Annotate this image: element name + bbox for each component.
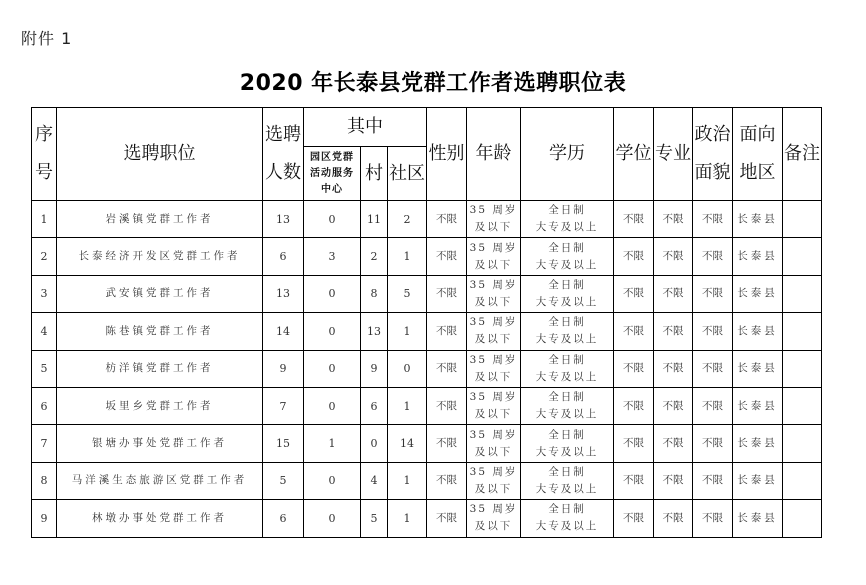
cell-remarks [783,462,822,499]
cell-position: 武安镇党群工作者 [57,275,263,312]
header-region [733,108,783,201]
cell-gender: 不限 [427,462,467,499]
header-political-line1: 政治 [694,124,731,145]
cell-education [521,275,614,312]
table-row [32,275,822,312]
header-region-line2: 地区 [739,162,776,183]
cell-village: 9 [361,350,388,387]
cell-community: 14 [388,425,427,462]
cell-position: 坂里乡党群工作者 [57,387,263,424]
cell-remarks [783,313,822,350]
cell-community: 1 [388,238,427,275]
cell-village: 6 [361,387,388,424]
cell-region: 长泰县 [733,387,783,424]
cell-remarks [783,238,822,275]
cell-age [467,238,521,275]
cell-region: 长泰县 [733,275,783,312]
cell-remarks [783,201,822,238]
cell-major: 不限 [654,462,693,499]
cell-gender: 不限 [427,350,467,387]
cell-park: 0 [304,387,361,424]
cell-age-line2: 及以下 [474,258,513,271]
cell-park: 0 [304,275,361,312]
cell-education-line1: 全日制 [548,353,586,366]
cell-education [521,238,614,275]
header-count-line1: 选聘 [265,124,301,145]
cell-seq: 3 [32,275,57,312]
cell-community: 1 [388,313,427,350]
table-row [32,238,822,275]
header-seq-line1: 序 [35,124,53,145]
cell-position: 银塘办事处党群工作者 [57,425,263,462]
cell-park: 0 [304,201,361,238]
cell-age-line1: 35 周岁 [469,241,518,254]
header-major: 专业 [654,108,693,201]
cell-education-line2: 大专及以上 [535,408,599,421]
cell-education-line1: 全日制 [548,391,586,404]
cell-village: 5 [361,500,388,537]
cell-education-line1: 全日制 [548,204,586,217]
header-seq [32,108,57,201]
cell-count: 5 [263,462,304,499]
header-park-line1: 园区党群 [310,151,354,163]
cell-count: 13 [263,275,304,312]
cell-age-line2: 及以下 [474,221,513,234]
cell-age [467,350,521,387]
cell-age-line1: 35 周岁 [469,428,518,441]
header-park-line2: 活动服务 [310,167,354,179]
cell-gender: 不限 [427,500,467,537]
cell-degree: 不限 [614,313,654,350]
cell-remarks [783,350,822,387]
cell-age [467,387,521,424]
cell-major: 不限 [654,387,693,424]
cell-count: 15 [263,425,304,462]
cell-political: 不限 [693,500,733,537]
header-of-which: 其中 [304,108,427,147]
cell-remarks [783,500,822,537]
cell-political: 不限 [693,387,733,424]
cell-major: 不限 [654,350,693,387]
cell-gender: 不限 [427,275,467,312]
cell-age [467,500,521,537]
cell-education [521,500,614,537]
header-seq-line2: 号 [35,162,53,183]
cell-seq: 2 [32,238,57,275]
cell-education [521,462,614,499]
cell-education-line2: 大专及以上 [535,482,599,495]
cell-gender: 不限 [427,238,467,275]
cell-gender: 不限 [427,313,467,350]
cell-position: 陈巷镇党群工作者 [57,313,263,350]
cell-age [467,313,521,350]
cell-seq: 9 [32,500,57,537]
cell-village: 8 [361,275,388,312]
cell-village: 0 [361,425,388,462]
cell-age-line1: 35 周岁 [469,503,518,516]
cell-degree: 不限 [614,462,654,499]
cell-village: 2 [361,238,388,275]
header-region-line1: 面向 [739,124,776,145]
cell-community: 1 [388,387,427,424]
header-count [263,108,304,201]
cell-education-line1: 全日制 [548,465,586,478]
cell-degree: 不限 [614,275,654,312]
cell-education [521,425,614,462]
cell-village: 4 [361,462,388,499]
table-body [32,201,822,538]
cell-gender: 不限 [427,425,467,462]
cell-seq: 4 [32,313,57,350]
cell-age-line2: 及以下 [474,295,513,308]
header-political-line2: 面貌 [694,162,731,183]
cell-community: 1 [388,462,427,499]
cell-degree: 不限 [614,238,654,275]
cell-political: 不限 [693,238,733,275]
cell-seq: 6 [32,387,57,424]
cell-count: 6 [263,238,304,275]
cell-park: 3 [304,238,361,275]
cell-village: 13 [361,313,388,350]
cell-park: 0 [304,350,361,387]
cell-remarks [783,387,822,424]
cell-region: 长泰县 [733,238,783,275]
header-community: 社区 [388,147,427,201]
cell-education-line2: 大专及以上 [535,258,599,271]
header-education: 学历 [521,108,614,201]
table-header [32,108,822,201]
cell-seq: 8 [32,462,57,499]
cell-count: 7 [263,387,304,424]
header-degree: 学位 [614,108,654,201]
cell-education-line1: 全日制 [548,503,586,516]
cell-position: 岩溪镇党群工作者 [57,201,263,238]
cell-political: 不限 [693,201,733,238]
cell-age-line1: 35 周岁 [469,204,518,217]
cell-age [467,462,521,499]
cell-village: 11 [361,201,388,238]
cell-age-line2: 及以下 [474,520,513,533]
cell-age-line2: 及以下 [474,370,513,383]
cell-park: 0 [304,462,361,499]
table-row [32,387,822,424]
cell-age [467,201,521,238]
cell-political: 不限 [693,275,733,312]
cell-remarks [783,275,822,312]
cell-education-line1: 全日制 [548,428,586,441]
cell-major: 不限 [654,500,693,537]
cell-education-line1: 全日制 [548,241,586,254]
cell-park: 0 [304,500,361,537]
cell-count: 9 [263,350,304,387]
cell-degree: 不限 [614,500,654,537]
cell-degree: 不限 [614,350,654,387]
cell-count: 6 [263,500,304,537]
header-position: 选聘职位 [57,108,263,201]
table-row [32,500,822,537]
cell-park: 0 [304,313,361,350]
cell-count: 13 [263,201,304,238]
cell-major: 不限 [654,238,693,275]
cell-position: 林墩办事处党群工作者 [57,500,263,537]
header-park [304,147,361,201]
header-village: 村 [361,147,388,201]
cell-education-line2: 大专及以上 [535,221,599,234]
table-row [32,350,822,387]
cell-region: 长泰县 [733,313,783,350]
header-age: 年龄 [467,108,521,201]
cell-seq: 5 [32,350,57,387]
cell-age [467,275,521,312]
cell-education [521,350,614,387]
cell-remarks [783,425,822,462]
header-park-line3: 中心 [321,183,343,195]
cell-position: 马洋溪生态旅游区党群工作者 [57,462,263,499]
document-title: 2020 年长泰县党群工作者选聘职位表 [239,71,627,96]
cell-political: 不限 [693,462,733,499]
cell-region: 长泰县 [733,500,783,537]
cell-education [521,201,614,238]
header-remarks: 备注 [783,108,822,201]
cell-seq: 7 [32,425,57,462]
cell-community: 0 [388,350,427,387]
cell-education-line1: 全日制 [548,316,586,329]
cell-region: 长泰县 [733,201,783,238]
cell-political: 不限 [693,350,733,387]
cell-count: 14 [263,313,304,350]
cell-position: 枋洋镇党群工作者 [57,350,263,387]
cell-age-line2: 及以下 [474,445,513,458]
cell-gender: 不限 [427,387,467,424]
cell-age [467,425,521,462]
cell-education-line2: 大专及以上 [535,333,599,346]
cell-degree: 不限 [614,201,654,238]
table-row [32,425,822,462]
cell-education-line2: 大专及以上 [535,445,599,458]
cell-community: 1 [388,500,427,537]
cell-education-line2: 大专及以上 [535,370,599,383]
cell-age-line1: 35 周岁 [469,391,518,404]
cell-position: 长泰经济开发区党群工作者 [57,238,263,275]
table-row [32,201,822,238]
table-row [32,462,822,499]
attachment-label: 附件 1 [21,29,73,48]
header-count-line2: 人数 [265,162,301,183]
cell-age-line1: 35 周岁 [469,316,518,329]
cell-community: 5 [388,275,427,312]
cell-seq: 1 [32,201,57,238]
cell-region: 长泰县 [733,462,783,499]
cell-age-line2: 及以下 [474,408,513,421]
cell-education-line2: 大专及以上 [535,295,599,308]
cell-age-line1: 35 周岁 [469,353,518,366]
cell-education-line2: 大专及以上 [535,520,599,533]
table-row [32,313,822,350]
header-political [693,108,733,201]
cell-region: 长泰县 [733,425,783,462]
cell-major: 不限 [654,201,693,238]
cell-major: 不限 [654,425,693,462]
cell-gender: 不限 [427,201,467,238]
cell-education [521,387,614,424]
positions-table [31,107,822,538]
cell-education [521,313,614,350]
cell-park: 1 [304,425,361,462]
cell-age-line1: 35 周岁 [469,465,518,478]
cell-education-line1: 全日制 [548,278,586,291]
cell-degree: 不限 [614,387,654,424]
cell-community: 2 [388,201,427,238]
cell-age-line2: 及以下 [474,333,513,346]
cell-region: 长泰县 [733,350,783,387]
cell-age-line2: 及以下 [474,482,513,495]
cell-major: 不限 [654,313,693,350]
cell-political: 不限 [693,425,733,462]
cell-political: 不限 [693,313,733,350]
cell-major: 不限 [654,275,693,312]
header-gender: 性别 [427,108,467,201]
cell-degree: 不限 [614,425,654,462]
cell-age-line1: 35 周岁 [469,278,518,291]
